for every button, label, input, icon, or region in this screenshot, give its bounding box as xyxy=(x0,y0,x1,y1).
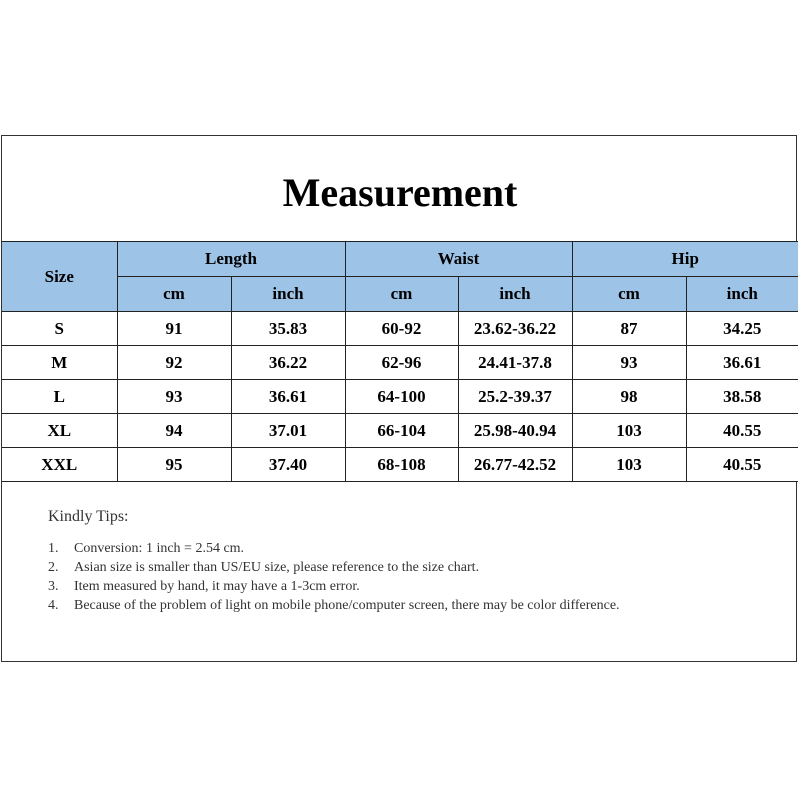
waist-cm-header: cm xyxy=(345,277,458,312)
waist-inch-cell: 23.62-36.22 xyxy=(458,312,572,346)
waist-inch-cell: 25.98-40.94 xyxy=(458,414,572,448)
size-cell: XL xyxy=(2,414,117,448)
hip-inch-cell: 40.55 xyxy=(686,448,798,482)
list-item xyxy=(48,596,748,615)
length-inch-cell: 36.22 xyxy=(231,346,345,380)
length-cm-cell: 94 xyxy=(117,414,231,448)
hip-inch-cell: 40.55 xyxy=(686,414,798,448)
list-item xyxy=(48,539,748,558)
table-header-row-units xyxy=(2,277,798,312)
hip-cm-header: cm xyxy=(572,277,686,312)
tip-text: Item measured by hand, it may have a 1-3cm error. xyxy=(74,579,360,594)
waist-cm-cell: 60-92 xyxy=(345,312,458,346)
size-chart-panel xyxy=(1,135,797,662)
hip-group-header: Hip xyxy=(572,242,798,277)
tips-heading: Kindly Tips: xyxy=(48,508,129,525)
hip-inch-cell: 38.58 xyxy=(686,380,798,414)
waist-cm-cell: 66-104 xyxy=(345,414,458,448)
waist-cm-cell: 64-100 xyxy=(345,380,458,414)
tip-text: Because of the problem of light on mobile phone/computer screen, there may be color difference. xyxy=(74,598,620,613)
kindly-tips xyxy=(48,507,748,615)
size-cell: L xyxy=(2,380,117,414)
hip-cm-cell: 93 xyxy=(572,346,686,380)
length-inch-header: inch xyxy=(231,277,345,312)
waist-inch-cell: 26.77-42.52 xyxy=(458,448,572,482)
waist-inch-cell: 25.2-39.37 xyxy=(458,380,572,414)
length-inch-cell: 37.40 xyxy=(231,448,345,482)
hip-cm-cell: 87 xyxy=(572,312,686,346)
table-row xyxy=(2,448,798,482)
length-cm-cell: 93 xyxy=(117,380,231,414)
hip-cm-cell: 103 xyxy=(572,414,686,448)
length-inch-cell: 35.83 xyxy=(231,312,345,346)
page-title: Measurement xyxy=(282,170,518,215)
tip-number: 1. xyxy=(48,541,59,556)
table-row xyxy=(2,414,798,448)
table-header-row-groups xyxy=(2,242,798,277)
table-row xyxy=(2,380,798,414)
tip-number: 4. xyxy=(48,598,59,613)
list-item xyxy=(48,558,748,577)
waist-inch-cell: 24.41-37.8 xyxy=(458,346,572,380)
tips-list xyxy=(48,539,748,615)
tip-number: 2. xyxy=(48,560,59,575)
list-item xyxy=(48,577,748,596)
length-cm-cell: 91 xyxy=(117,312,231,346)
size-table xyxy=(2,241,798,482)
waist-cm-cell: 68-108 xyxy=(345,448,458,482)
tip-text: Conversion: 1 inch = 2.54 cm. xyxy=(74,541,245,556)
size-cell: S xyxy=(2,312,117,346)
length-cm-cell: 95 xyxy=(117,448,231,482)
hip-inch-header: inch xyxy=(686,277,798,312)
size-cell: M xyxy=(2,346,117,380)
waist-inch-header: inch xyxy=(458,277,572,312)
tip-number: 3. xyxy=(48,579,59,594)
length-inch-cell: 37.01 xyxy=(231,414,345,448)
table-row xyxy=(2,312,798,346)
hip-cm-cell: 98 xyxy=(572,380,686,414)
table-row xyxy=(2,346,798,380)
hip-inch-cell: 34.25 xyxy=(686,312,798,346)
tip-text: Asian size is smaller than US/EU size, please reference to the size chart. xyxy=(74,560,480,575)
hip-inch-cell: 36.61 xyxy=(686,346,798,380)
length-inch-cell: 36.61 xyxy=(231,380,345,414)
hip-cm-cell: 103 xyxy=(572,448,686,482)
size-cell: XXL xyxy=(2,448,117,482)
length-cm-cell: 92 xyxy=(117,346,231,380)
length-cm-header: cm xyxy=(117,277,231,312)
size-column-header: Size xyxy=(2,242,117,312)
length-group-header: Length xyxy=(117,242,345,277)
waist-cm-cell: 62-96 xyxy=(345,346,458,380)
waist-group-header: Waist xyxy=(345,242,572,277)
